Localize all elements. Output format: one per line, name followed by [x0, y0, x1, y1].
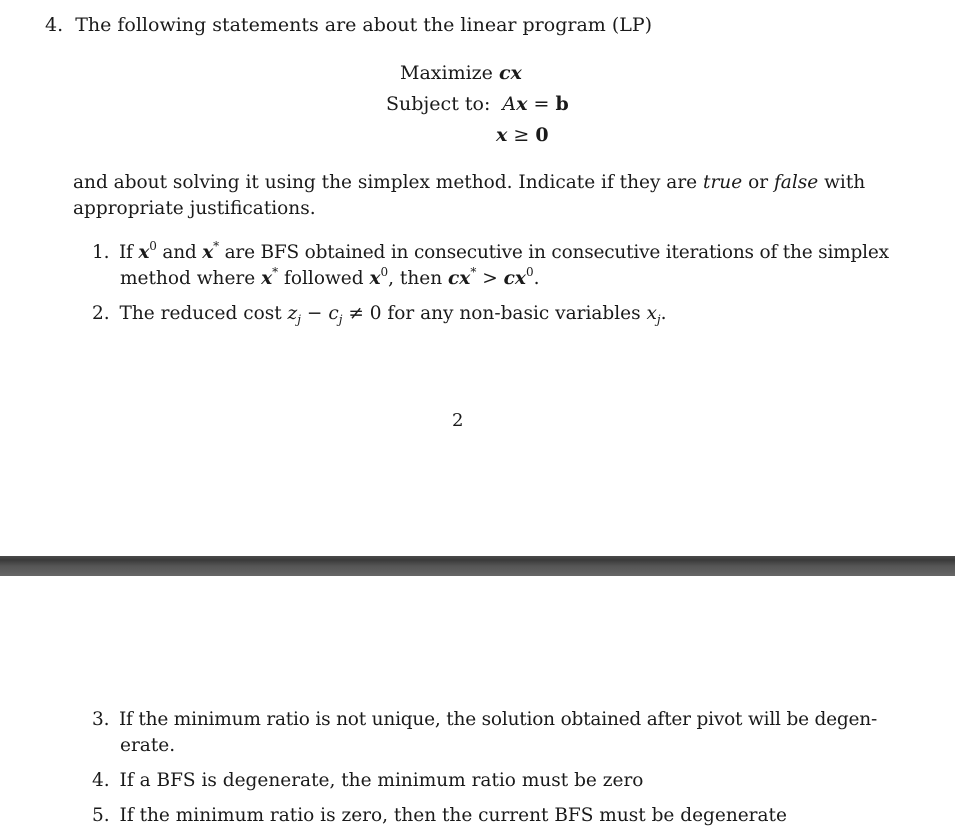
problem-number: 4. [45, 14, 64, 36]
vector-b: b [555, 93, 569, 115]
word-false: false [773, 172, 819, 193]
problem-heading [45, 14, 652, 36]
item-2-number: 2. [92, 303, 110, 324]
description-line-1: and about solving it using the simplex method. Indicate if they are true or false with [73, 172, 866, 193]
constraint-label: Subject to: [386, 93, 491, 115]
description-line-2: appropriate justifications. [73, 198, 316, 219]
equals-sign: = [533, 93, 550, 115]
lp-objective [400, 62, 522, 84]
matrix-a: A [502, 93, 517, 115]
list-item-3: 3. If the minimum ratio is not unique, the solution obtained after pivot will be degen- [92, 709, 878, 730]
lp-constraint-2 [496, 124, 549, 146]
page-number: 2 [452, 410, 464, 431]
list-item-1-line-2: method where x* followed $x^0$, then $cx^* > cx^0$. [120, 264, 540, 289]
vector-x: x [516, 93, 528, 115]
vector-x-nonneg: x [496, 124, 508, 146]
zero-vector: 0 [535, 124, 549, 146]
item-1-number: 1. [92, 242, 110, 263]
list-item-1: 1. If $x^0$ and x* are BFS obtained in consecutive in consecutive iterations of the simplex [92, 238, 889, 263]
item-4-number: 4. [92, 770, 110, 791]
item-3-number: 3. [92, 709, 110, 730]
objective-expr: cx [498, 62, 522, 84]
item-5-number: 5. [92, 805, 110, 826]
list-item-2: 2. The reduced cost $z_j - c_j \ne 0$ for any non-basic variables $x_j$. [92, 303, 667, 327]
objective-label: Maximize [400, 62, 493, 84]
list-item-4: 4. If a BFS is degenerate, the minimum ratio must be zero [92, 770, 644, 791]
geq-sign: ≥ [513, 124, 530, 146]
list-item-5: 5. If the minimum ratio is zero, then the current BFS must be degenerate [92, 805, 787, 826]
word-true: true [703, 172, 743, 193]
lp-constraint-1 [386, 93, 569, 115]
next-page [0, 576, 955, 830]
problem-intro: The following statements are about the linear program (LP) [75, 14, 653, 36]
list-item-3-line-2: erate. [120, 735, 176, 756]
page-divider [0, 556, 955, 576]
